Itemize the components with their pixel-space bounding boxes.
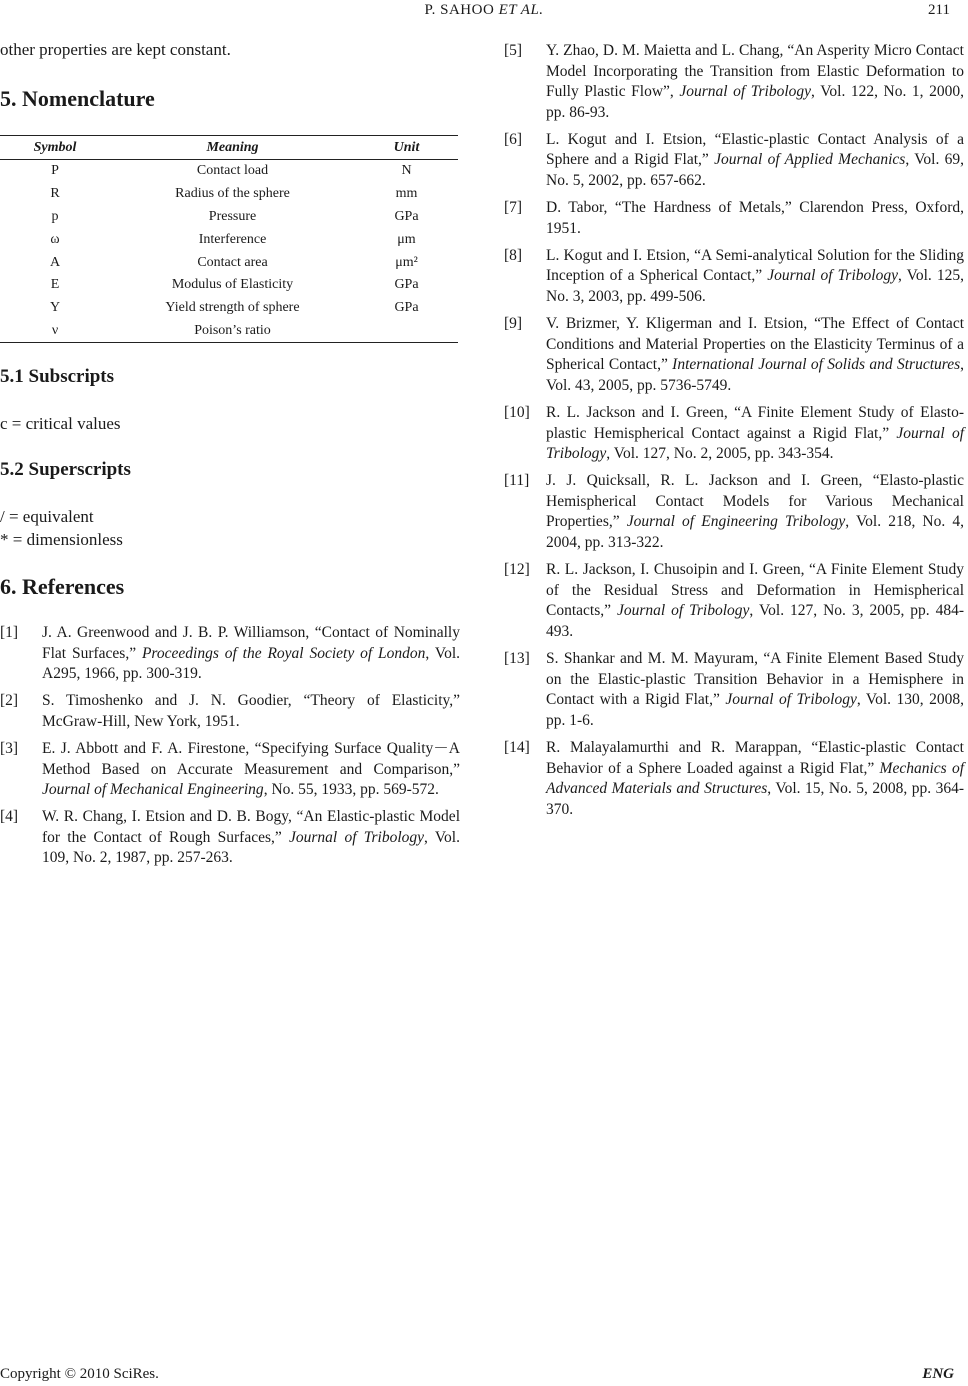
- reference-number: [3]: [0, 739, 19, 757]
- reference-authors-title: R. L. Jackson and I. Green, “A Finite Element Study of Elasto-plastic Hemispherical Contact against a Rigid Flat,”: [546, 404, 964, 442]
- unit-cell: N: [401, 163, 412, 179]
- reference-authors-title: R. L. Jackson, I. Chusoipin and I. Green, “A Finite Element Study of the Residual Stress and Deformation in Hemispherical Contacts,”: [546, 561, 964, 620]
- reference-number: [14]: [504, 738, 530, 756]
- reference-authors-title: J. J. Quicksall, R. L. Jackson and I. Green, “Elasto-plastic Hemispherical Contact Models for Various Mechanical Properties,”: [546, 472, 964, 531]
- meaning-cell: Modulus of Elasticity: [171, 277, 294, 293]
- reference-source: Journal of Tribology: [546, 424, 965, 463]
- column-header-unit: Unit: [355, 136, 458, 160]
- symbol-cell: P: [51, 163, 59, 179]
- nomenclature-heading: 5. Nomenclature: [0, 86, 155, 111]
- reference-number: [6]: [504, 130, 523, 148]
- reference-source: Mechanics of Advanced Materials and Structures: [546, 759, 964, 798]
- reference-details: , Vol. 218, No. 4, 2004, pp. 313-322.: [546, 513, 964, 552]
- reference-item: [504, 246, 964, 308]
- page-number: 211: [928, 2, 950, 18]
- unit-cell: GPa: [394, 300, 419, 316]
- meaning-cell: Interference: [198, 231, 267, 247]
- reference-source: Journal of Mechanical Engineering: [42, 781, 264, 799]
- nomenclature-table: [0, 135, 458, 343]
- reference-source: Journal of Tribology: [289, 828, 425, 846]
- symbol-cell: Y: [49, 300, 61, 316]
- table-row: [0, 228, 458, 251]
- reference-details: , Vol. 127, No. 2, 2005, pp. 343-354.: [606, 445, 834, 463]
- reference-authors-title: R. Malayalamurthi and R. Marappan, “Elastic-plastic Contact Behavior of a Sphere Loaded against a Rigid Flat,”: [546, 738, 964, 777]
- unit-cell: μm²: [395, 254, 418, 270]
- unit-cell: GPa: [394, 208, 419, 224]
- reference-details: , No. 55, 1933, pp. 569-572.: [263, 781, 439, 799]
- reference-source: Journal of Tribology: [767, 267, 898, 285]
- reference-authors-title: J. A. Greenwood and J. B. P. Williamson, “Contact of Nominally Flat Surfaces,”: [42, 624, 460, 662]
- table-row: [0, 297, 458, 320]
- table-row: [0, 274, 458, 297]
- reference-item: [0, 807, 460, 869]
- meaning-cell: Contact area: [197, 254, 268, 270]
- reference-item: [504, 471, 964, 553]
- reference-source: International Journal of Solids and Structures: [672, 356, 961, 374]
- reference-authors-title: S. Shankar and M. M. Mayuram, “A Finite Element Based Study on the Elastic-plastic Transition Behavior in a Hemisphere in Contact with a Rigid Flat,”: [546, 650, 964, 709]
- superscripts-line-1: / = equivalent: [0, 507, 94, 526]
- reference-authors-title: W. R. Chang, I. Etsion and D. B. Bogy, “An Elastic-plastic Model for the Contact of Rough Surfaces,”: [42, 808, 460, 846]
- reference-authors-title: L. Kogut and I. Etsion, “A Semi-analytical Solution for the Sliding Inception of a Spherical Contact,”: [546, 246, 964, 285]
- reference-details: , Vol. 130, 2008, pp. 1-6.: [546, 691, 964, 729]
- reference-authors-title: V. Brizmer, Y. Kligerman and I. Etsion, “The Effect of Contact Conditions and Material Properties on the Elasticity Terminus of a Spherical Contact,”: [546, 315, 964, 374]
- unit-cell: GPa: [394, 277, 419, 293]
- reference-item: [0, 623, 460, 685]
- reference-source: Journal of Tribology: [725, 691, 857, 709]
- reference-item: [504, 403, 964, 465]
- symbol-cell: p: [51, 208, 59, 224]
- reference-authors-title: S. Timoshenko and J. N. Goodier, “Theory of Elasticity,” McGraw-Hill, New York, 1951.: [42, 692, 460, 730]
- reference-number: [2]: [0, 692, 19, 710]
- reference-authors-title: L. Kogut and I. Etsion, “Elastic-plastic Contact Analysis of a Sphere and a Rigid Flat,”: [546, 130, 964, 169]
- meaning-cell: Pressure: [208, 208, 257, 224]
- footer-journal: ENG: [922, 1366, 954, 1382]
- reference-source: Journal of Applied Mechanics: [714, 151, 906, 169]
- symbol-cell: A: [49, 254, 61, 270]
- meaning-cell: Radius of the sphere: [175, 186, 290, 202]
- reference-item: [0, 739, 460, 801]
- table-row: [0, 206, 458, 229]
- reference-details: , Vol. 15, No. 5, 2008, pp. 364-370.: [546, 780, 964, 818]
- symbol-cell: ω: [50, 231, 60, 247]
- et-al-text: ET AL.: [498, 2, 544, 18]
- reference-details: , Vol. 127, No. 3, 2005, pp. 484-493.: [546, 602, 965, 640]
- authors-text: P. SAHOO: [424, 2, 495, 18]
- references-list-left: [0, 623, 460, 869]
- reference-number: [13]: [504, 650, 530, 668]
- superscripts-heading: 5.2 Superscripts: [0, 459, 131, 480]
- subscripts-heading: 5.1 Subscripts: [0, 366, 115, 387]
- column-header-symbol: Symbol: [0, 136, 110, 160]
- unit-cell: mm: [395, 186, 418, 202]
- reference-number: [12]: [504, 561, 530, 579]
- reference-number: [5]: [504, 42, 523, 59]
- symbol-cell: R: [50, 186, 60, 202]
- meaning-cell: Poison’s ratio: [110, 320, 355, 343]
- superscripts-line-2: * = dimensionless: [0, 530, 123, 549]
- footer-copyright: Copyright © 2010 SciRes.: [0, 1366, 159, 1382]
- reference-item: [504, 198, 964, 239]
- reference-number: [10]: [504, 404, 530, 421]
- meaning-cell: Yield strength of sphere: [165, 300, 300, 316]
- reference-details: , Vol. 109, No. 2, 1987, pp. 257-263.: [42, 828, 460, 867]
- reference-details: , Vol. 43, 2005, pp. 5736-5749.: [546, 356, 964, 394]
- page-header: [0, 0, 968, 24]
- reference-number: [8]: [504, 246, 523, 264]
- reference-authors-title: E. J. Abbott and F. A. Firestone, “Specifying Surface Quality－A Method Based on Accurate Measurement and Comparison,”: [42, 739, 460, 778]
- table-row: [0, 160, 458, 183]
- intro-text: other properties are kept constant.: [0, 40, 231, 59]
- reference-source: Journal of Tribology: [616, 602, 750, 620]
- meaning-cell: Contact load: [196, 163, 269, 179]
- reference-item: [0, 691, 460, 732]
- reference-authors-title: D. Tabor, “The Hardness of Metals,” Clarendon Press, Oxford, 1951.: [546, 199, 964, 237]
- column-header-meaning: Meaning: [110, 136, 355, 160]
- reference-item: [504, 130, 964, 192]
- table-header-row: [0, 136, 458, 160]
- references-list-right: [504, 41, 964, 820]
- reference-source: Journal of Tribology: [679, 83, 812, 101]
- reference-item: [504, 41, 964, 123]
- subscripts-line: c = critical values: [0, 414, 121, 433]
- reference-item: [504, 649, 964, 731]
- unit-cell: μm: [397, 231, 416, 247]
- reference-item: [504, 314, 964, 396]
- symbol-cell: ν: [0, 320, 110, 343]
- reference-authors-title: Y. Zhao, D. M. Maietta and L. Chang, “An Asperity Micro Contact Model Incorporating the Transition from Elastic Deformation to Fully Plastic Flow”,: [546, 42, 964, 101]
- unit-cell: [355, 320, 458, 343]
- reference-details: , Vol. A295, 1966, pp. 300-319.: [42, 644, 460, 683]
- reference-details: , Vol. 122, No. 1, 2000, pp. 86-93.: [546, 83, 964, 121]
- table-row: [0, 320, 458, 343]
- reference-source: Journal of Engineering Tribology: [626, 513, 846, 531]
- running-head-authors: [0, 2, 968, 19]
- reference-details: , Vol. 125, No. 3, 2003, pp. 499-506.: [546, 267, 964, 306]
- symbol-cell: E: [50, 277, 60, 293]
- reference-number: [1]: [0, 624, 19, 641]
- reference-number: [9]: [504, 315, 523, 333]
- table-row: [0, 251, 458, 274]
- reference-details: , Vol. 69, No. 5, 2002, pp. 657-662.: [546, 151, 965, 190]
- table-row: [0, 183, 458, 206]
- reference-number: [7]: [504, 199, 523, 217]
- reference-number: [4]: [0, 808, 19, 826]
- reference-item: [504, 738, 964, 820]
- reference-number: [11]: [504, 472, 530, 490]
- reference-item: [504, 560, 964, 642]
- reference-source: Proceedings of the Royal Society of London: [141, 644, 426, 662]
- references-heading: 6. References: [0, 574, 125, 599]
